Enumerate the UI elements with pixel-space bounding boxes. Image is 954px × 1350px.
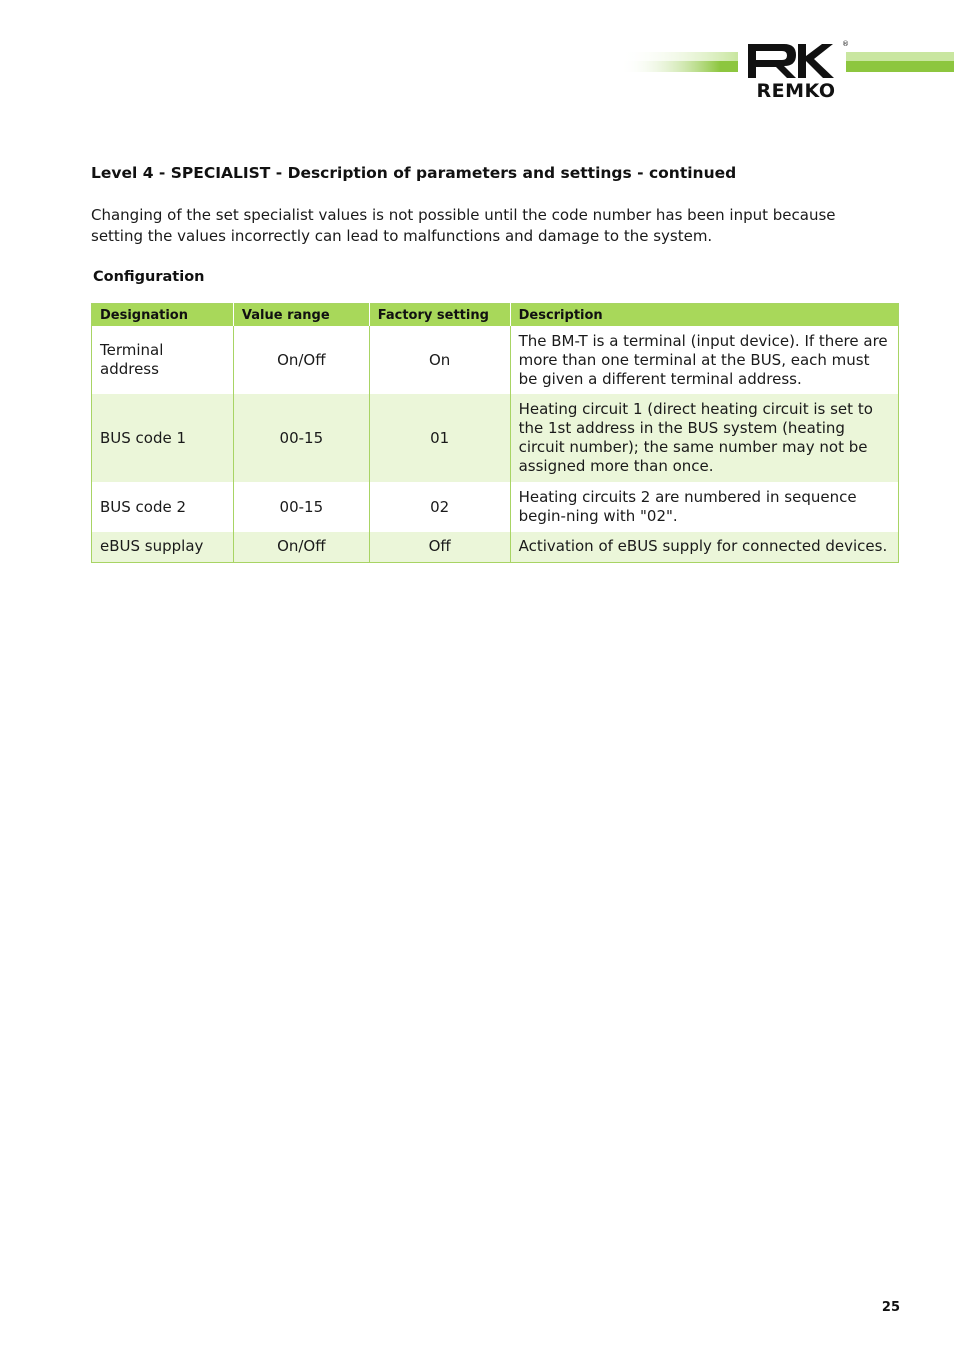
registered-mark: ® [842, 40, 849, 48]
cell-description: Heating circuit 1 (direct heating circuit is set to the 1st address in the BUS system (heating circuit number); the same number may not be assigned more than once. [510, 394, 898, 482]
brand-name: REMKO [756, 80, 836, 102]
remko-logo-icon [738, 40, 846, 80]
cell-value-range: On/Off [233, 326, 369, 394]
section-heading: Level 4 - SPECIALIST - Description of parameters and settings - continued [91, 164, 737, 182]
configuration-table [91, 303, 899, 563]
cell-designation: Terminal address [92, 326, 234, 394]
cell-designation: eBUS supplay [92, 532, 234, 562]
cell-value-range: On/Off [233, 532, 369, 562]
table-row [92, 482, 899, 532]
column-header-designation: Designation [92, 304, 234, 327]
cell-factory-setting: Off [369, 532, 510, 562]
configuration-subheading: Configuration [93, 269, 205, 285]
cell-description: Heating circuits 2 are numbered in sequence begin-ning with "02". [518, 488, 857, 525]
cell-designation: BUS code 1 [92, 394, 234, 482]
page-number: 25 [881, 1300, 900, 1315]
cell-designation: BUS code 2 [92, 482, 234, 532]
header-graphics [0, 0, 954, 130]
table-row [92, 326, 899, 394]
table-row [92, 532, 899, 562]
column-header-factory-setting: Factory setting [369, 304, 510, 327]
cell-value-range: 00-15 [233, 394, 369, 482]
table-row [92, 394, 899, 482]
column-header-description: Description [510, 304, 898, 327]
table-header-row [92, 304, 899, 327]
cell-factory-setting: On [369, 326, 510, 394]
column-header-value-range: Value range [233, 304, 369, 327]
intro-paragraph: Changing of the set specialist values is not possible until the code number has been input because setting the values incorrectly can lead to malfunctions and damage to the system. [91, 206, 836, 245]
cell-factory-setting: 01 [369, 394, 510, 482]
header-band [0, 0, 954, 130]
cell-description: The BM-T is a terminal (input device). If there are more than one terminal at the BUS, each must be given a different terminal address. [518, 331, 888, 388]
cell-factory-setting: 02 [369, 482, 510, 532]
cell-description: Activation of eBUS supply for connected devices. [510, 532, 898, 562]
cell-value-range: 00-15 [233, 482, 369, 532]
